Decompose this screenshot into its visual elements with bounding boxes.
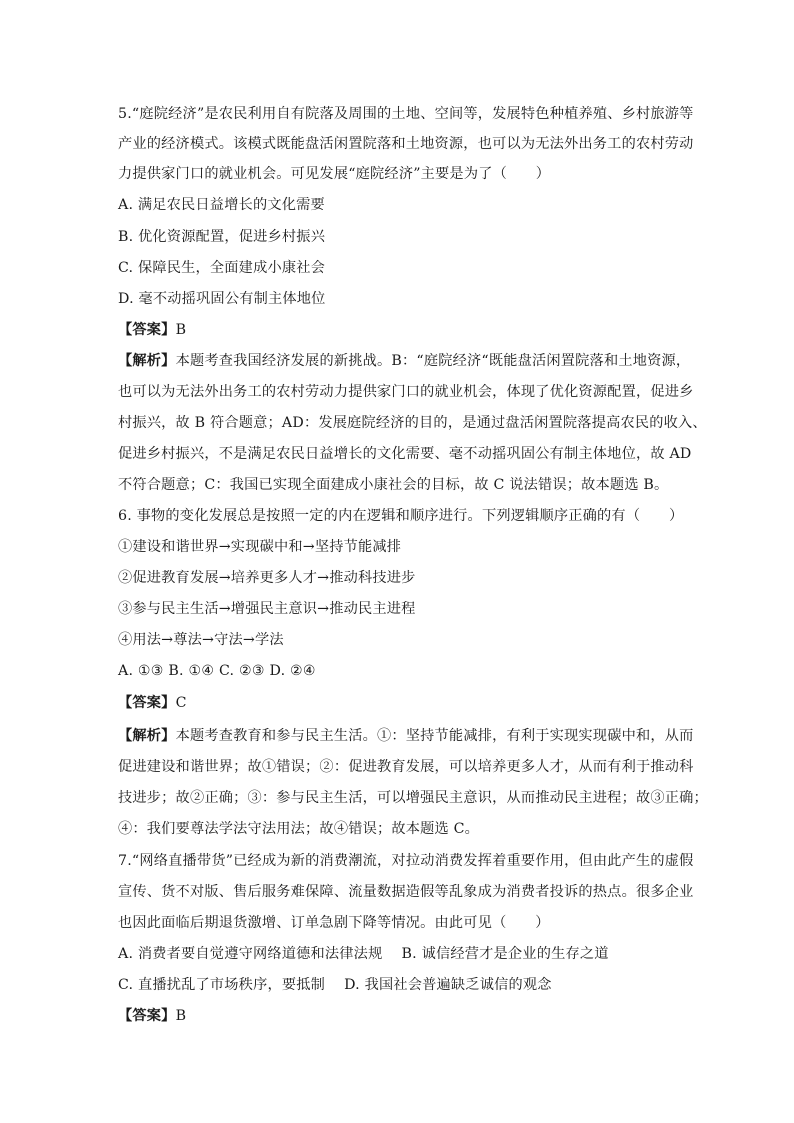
q7-options-line-2: C. 直播扰乱了市场秩序，要抵制 D. 我国社会普遍缺乏诚信的观念 [118,977,552,993]
q6-item-2: ②促进教育发展→培养更多人才→推动科技进步 [118,570,416,586]
q5-option-c: C. 保障民生，全面建成小康社会 [118,260,326,276]
q6-analysis-line-2: 促进建设和谐世界；故①错误；②：促进教育发展，可以培养更多人才，从而有利于推动科 [118,759,694,775]
answer-value: C [175,695,187,711]
q7-stem-line-2: 宣传、货不对版、售后服务难保障、流量数据造假等乱象成为消费者投诉的热点。很多企业 [118,884,694,900]
q5-analysis-line-4: 促进乡村振兴，不是满足农民日益增长的文化需要、毫不动摇巩固公有制主体地位，故 AD [118,446,692,462]
answer-value: B [175,322,187,338]
answer-value: B [175,1008,187,1024]
q5-analysis-line-2: 也可以为无法外出务工的农村劳动力提供家门口的就业机会，体现了优化资源配置，促进乡 [118,384,694,400]
q6-options: A. ①③ B. ①④ C. ②③ D. ②④ [118,663,316,679]
q6-stem-line-1: 6. 事物的变化发展总是按照一定的内在逻辑和顺序进行。下列逻辑顺序正确的有（ ） [118,508,684,524]
q5-stem-line-2: 产业的经济模式。该模式既能盘活闲置院落和土地资源，也可以为无法外出务工的农村劳动 [118,136,694,152]
answer-tag: 【答案】 [118,1008,176,1024]
q5-analysis-line-1 [118,351,690,371]
q5-answer [118,320,186,340]
q6-analysis-line-4: ④：我们要尊法学法守法用法；故④错误；故本题选 C。 [118,821,480,837]
answer-tag: 【答案】 [118,322,176,338]
q5-stem-line-3: 力提供家门口的就业机会。可见发展“庭院经济”主要是为了（ ） [118,166,551,182]
q7-stem-line-3: 也因此面临后期退货激增、订单急剧下降等情况。由此可见（ ） [118,915,550,931]
answer-tag: 【答案】 [118,695,176,711]
q7-stem-line-1: 7.“网络直播带货”已经成为新的消费潮流，对拉动消费发挥着重要作用，但由此产生的虚假 [118,853,694,869]
q6-analysis-line-1 [118,726,694,746]
q6-item-4: ④用法→尊法→守法→学法 [118,632,284,648]
q5-analysis-line-3: 村振兴，故 B 符合题意；AD：发展庭院经济的目的，是通过盘活闲置院落提高农民的收入、 [118,415,707,431]
q6-item-1: ①建设和谐世界→实现碳中和→坚持节能减排 [118,539,402,555]
q6-answer [118,693,187,713]
q5-analysis-line-5: 不符合题意；C：我国已实现全面建成小康社会的目标，故 C 说法错误；故本题选 B。 [118,477,669,493]
q5-stem-line-1: 5.“庭院经济”是农民利用自有院落及周围的土地、空间等，发展特色种植养殖、乡村旅游等 [118,106,694,122]
analysis-text: 本题考查我国经济发展的新挑战。B：“庭院经济“既能盘活闲置院落和土地资源， [175,353,691,369]
q5-option-a: A. 满足农民日益增长的文化需要 [118,197,325,213]
q7-answer [118,1006,186,1026]
analysis-text: 本题考查教育和参与民主生活。①：坚持节能减排，有利于实现实现碳中和，从而 [175,728,694,744]
q5-option-b: B. 优化资源配置，促进乡村振兴 [118,229,326,245]
q7-options-line-1: A. 消费者要自觉遵守网络道德和法律法规 B. 诚信经营才是企业的生存之道 [118,946,609,962]
q6-analysis-line-3: 技进步；故②正确；③：参与民主生活，可以增强民主意识，从而推动民主进程；故③正确； [118,790,708,806]
analysis-tag: 【解析】 [118,353,176,369]
q6-item-3: ③参与民主生活→增强民主意识→推动民主进程 [118,601,416,617]
q5-option-d: D. 毫不动摇巩固公有制主体地位 [118,291,326,307]
analysis-tag: 【解析】 [118,728,176,744]
